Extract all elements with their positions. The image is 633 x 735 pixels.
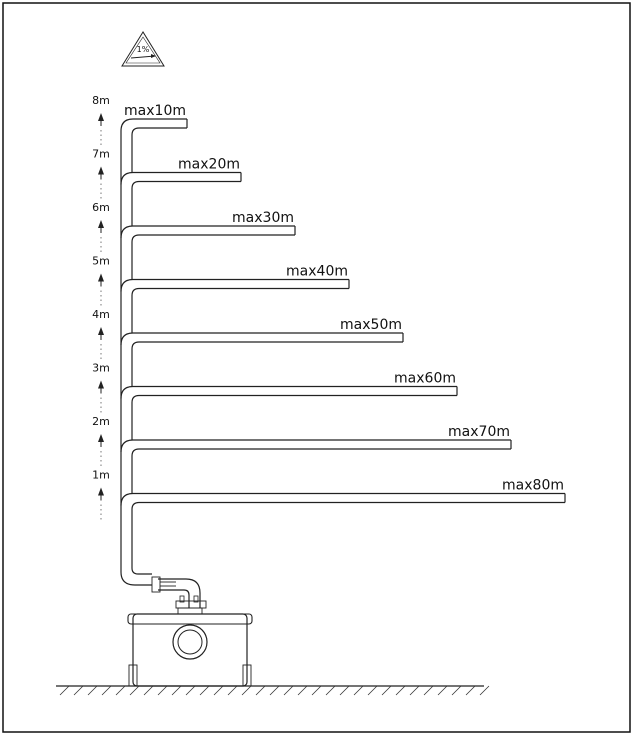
branch-label-8m: max10m [124, 103, 186, 119]
discharge-pipe-network [121, 119, 565, 585]
up-arrow-icon [98, 434, 104, 442]
branch-labels [124, 103, 564, 494]
branch-pipe-6m [121, 226, 295, 242]
height-label-6m: 6m [92, 201, 110, 214]
height-marker-7m [92, 148, 110, 200]
height-marker-4m [92, 308, 110, 360]
riser-pipe-outer [121, 131, 152, 585]
height-marker-6m [92, 201, 110, 253]
height-label-1m: 1m [92, 468, 110, 482]
branch-label-5m: max40m [286, 263, 348, 280]
branch-pipe-5m [121, 280, 349, 296]
height-scale [92, 94, 110, 521]
height-label-3m: 3m [92, 361, 110, 375]
branch-pipe-3m [121, 387, 457, 403]
ground-line [56, 686, 489, 695]
height-label-8m: 8m [92, 94, 110, 107]
branch-label-4m: max50m [340, 317, 402, 333]
riser-pipe-inner [132, 510, 152, 575]
height-label-4m: 4m [92, 308, 110, 321]
height-marker-3m [92, 362, 110, 414]
branch-label-6m: max30m [232, 210, 294, 226]
pump-unit [128, 608, 252, 686]
branch-label-2m: max70m [448, 424, 510, 440]
height-marker-1m [92, 469, 110, 521]
up-arrow-icon [98, 113, 104, 121]
height-label-2m: 2m [92, 415, 110, 428]
up-arrow-icon [98, 327, 104, 335]
branch-pipe-7m [121, 173, 241, 189]
branch-label-1m: max80m [502, 477, 564, 494]
branch-pipe-2m [121, 440, 511, 456]
height-marker-8m [92, 94, 110, 146]
height-label-7m: 7m [92, 147, 110, 161]
branch-label-7m: max20m [178, 156, 240, 173]
up-arrow-icon [98, 220, 104, 228]
branch-label-3m: max60m [394, 370, 456, 387]
elbow-connector [152, 577, 206, 608]
slope-label: 1% [136, 45, 150, 54]
branch-pipe-4m [121, 333, 403, 349]
up-arrow-icon [98, 488, 104, 496]
height-label-5m: 5m [92, 254, 110, 268]
branch-pipe-1m [121, 494, 565, 510]
up-arrow-icon [98, 274, 104, 282]
height-marker-5m [92, 255, 110, 307]
slope-warning-triangle-icon [122, 32, 164, 66]
branch-pipe-8m [121, 119, 187, 135]
up-arrow-icon [98, 167, 104, 175]
up-arrow-icon [98, 381, 104, 389]
height-marker-2m [92, 415, 110, 467]
